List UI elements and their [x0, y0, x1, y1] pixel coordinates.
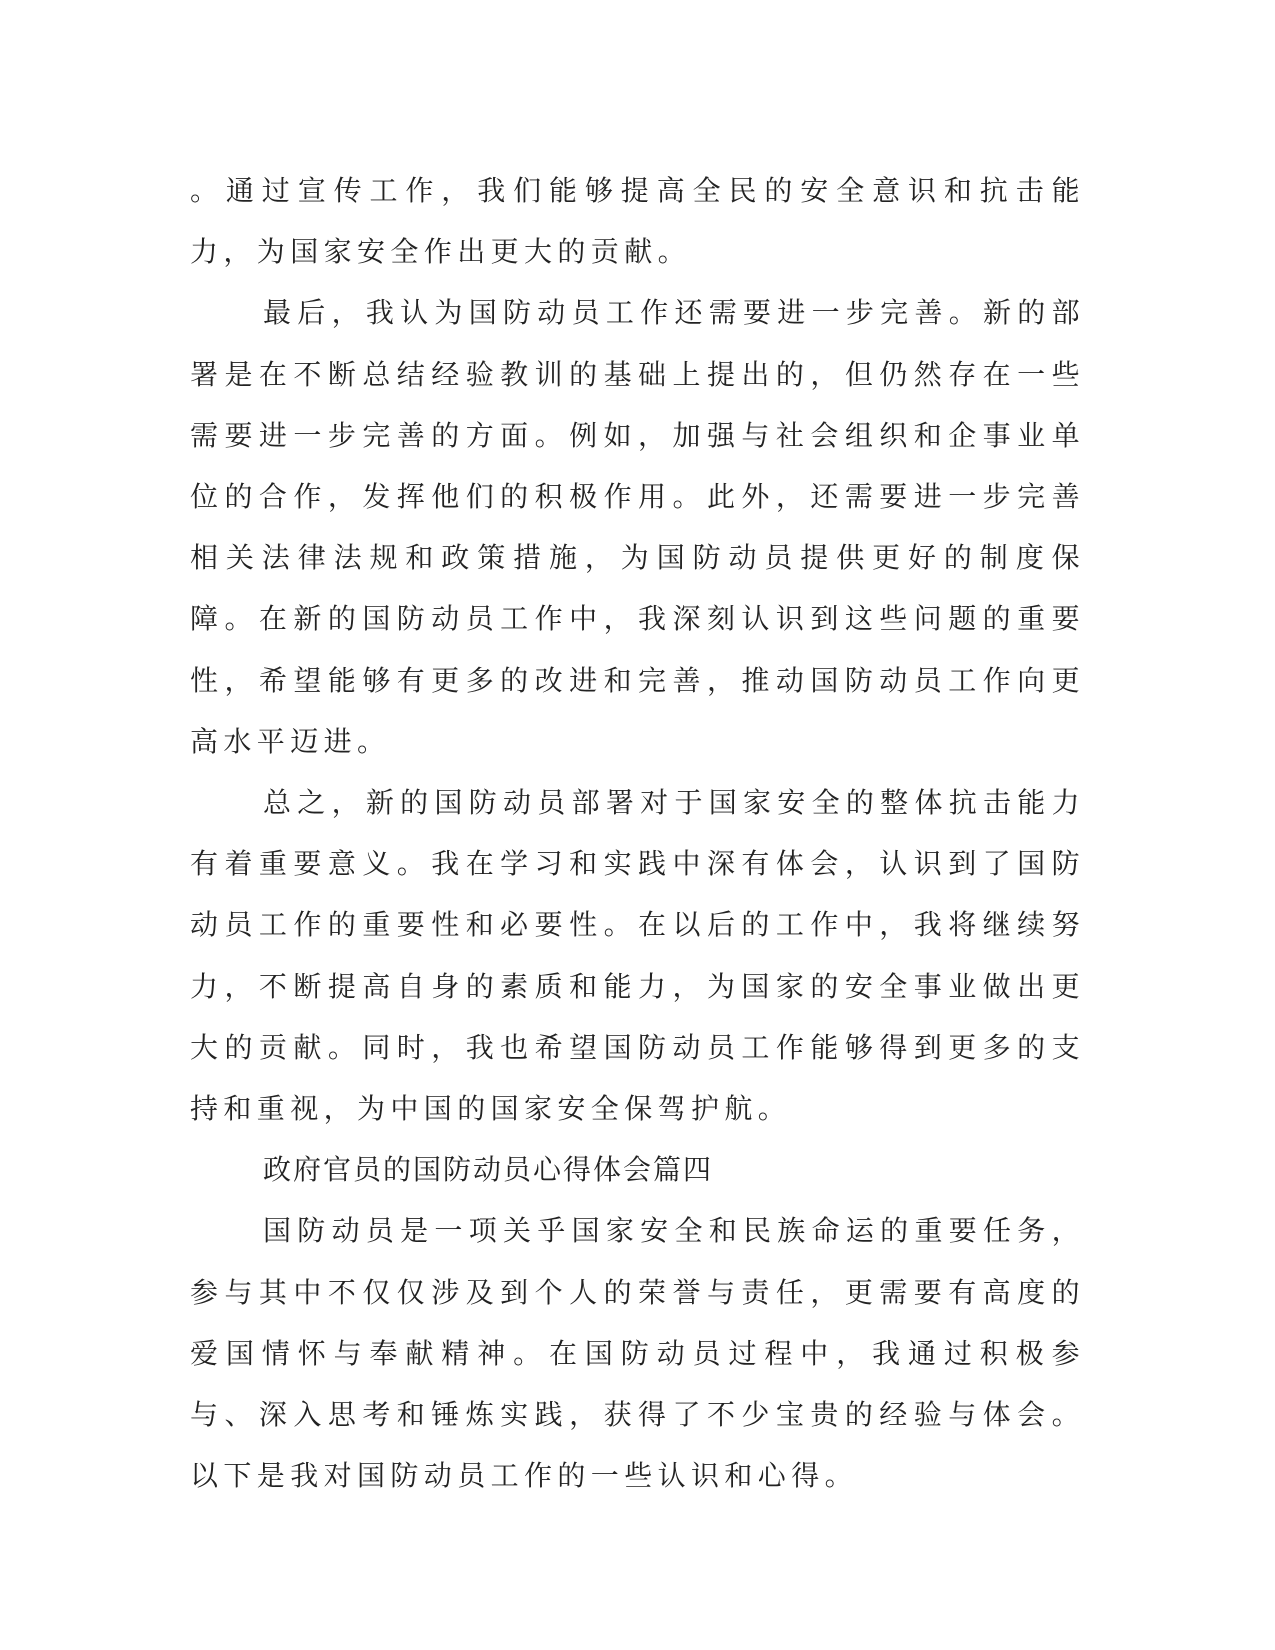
section-heading: 政府官员的国防动员心得体会篇四 — [263, 1153, 714, 1187]
paragraph-conclusion: 总之，新的国防动员部署对于国家安全的整体抗击能力有着重要意义。我在学习和实践中深有体会，认识到了国防动员工作的重要性和必要性。在以后的工作中，我将继续努力，不断提高自身的素质和能力，为国家的安全事业做出更大的贡献。同时，我也希望国防动员工作能够得到更多的支持和重视，为中国的国家安全保驾护航。 — [190, 786, 1085, 1126]
paragraph-introduction: 国防动员是一项关乎国家安全和民族命运的重要任务，参与其中不仅仅涉及到个人的荣誉与责任，更需要有高度的爱国情怀与奉献精神。在国防动员过程中，我通过积极参与、深入思考和锤炼实践，获得了不少宝贵的经验与体会。以下是我对国防动员工作的一些认识和心得。 — [190, 1214, 1085, 1493]
paragraph-continuation: 。通过宣传工作，我们能够提高全民的安全意识和抗击能力，为国家安全作出更大的贡献。 — [190, 174, 1085, 269]
document-body — [190, 160, 1085, 1506]
paragraph-improvement: 最后，我认为国防动员工作还需要进一步完善。新的部署是在不断总结经验教训的基础上提出的，但仍然存在一些需要进一步完善的方面。例如，加强与社会组织和企事业单位的合作，发挥他们的积极作用。此外，还需要进一步完善相关法律法规和政策措施，为国防动员提供更好的制度保障。在新的国防动员工作中，我深刻认识到这些问题的重要性，希望能够有更多的改进和完善，推动国防动员工作向更高水平迈进。 — [190, 296, 1085, 758]
